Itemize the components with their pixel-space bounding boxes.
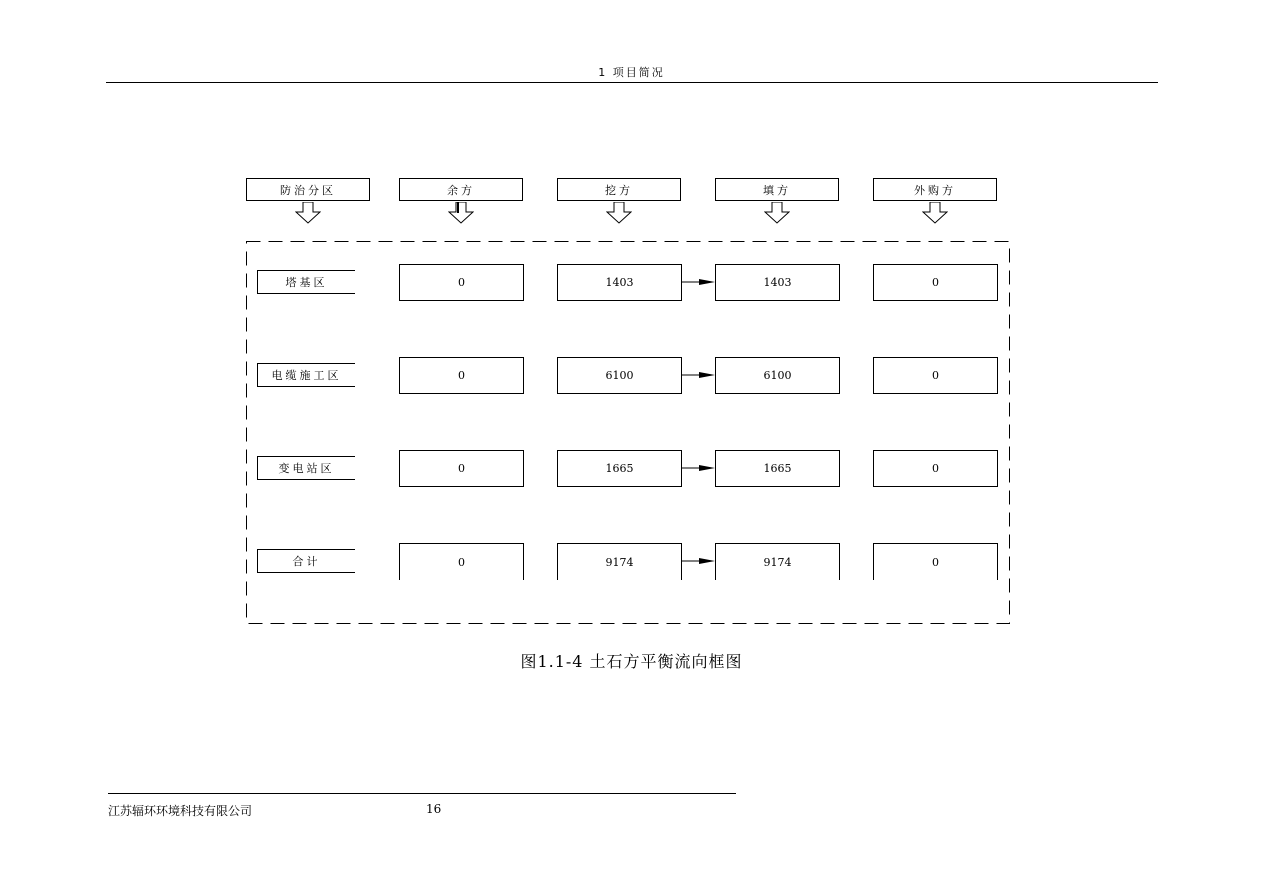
page-header-title: 1 项目简况: [598, 66, 665, 79]
down-arrow-icon: [295, 202, 321, 224]
page-number: 16: [426, 802, 442, 816]
cell-excavation-row-4: 9174: [557, 543, 682, 580]
row-label-substation: 变电站区: [257, 456, 355, 480]
column-header-surplus: 余方: [399, 178, 523, 201]
header-divider: [106, 82, 1158, 83]
cell-surplus-row-4: 0: [399, 543, 524, 580]
flow-arrow-icon: [681, 556, 715, 566]
column-header-fill: 填方: [715, 178, 839, 201]
column-header-purchased: 外购方: [873, 178, 997, 201]
cell-fill-row-1: 1403: [715, 264, 840, 301]
cell-purchased-row-2: 0: [873, 357, 998, 394]
row-label-cable-construction: 电缆施工区: [257, 363, 355, 387]
cell-surplus-row-1: 0: [399, 264, 524, 301]
row-label-tower-base: 塔基区: [257, 270, 355, 294]
flow-arrow-icon: [681, 370, 715, 380]
cell-excavation-row-2: 6100: [557, 357, 682, 394]
down-arrow-icon: [606, 202, 632, 224]
cell-purchased-row-1: 0: [873, 264, 998, 301]
down-arrow-icon: [764, 202, 790, 224]
figure-caption: 图1.1-4 土石方平衡流向框图: [520, 652, 743, 671]
flow-arrow-icon: [681, 277, 715, 287]
footer-divider: [108, 793, 736, 794]
cell-purchased-row-4: 0: [873, 543, 998, 580]
cell-purchased-row-3: 0: [873, 450, 998, 487]
cell-surplus-row-3: 0: [399, 450, 524, 487]
column-header-zone: 防治分区: [246, 178, 370, 201]
down-arrow-icon: [922, 202, 948, 224]
down-arrow-icon: [448, 202, 474, 224]
cell-excavation-row-3: 1665: [557, 450, 682, 487]
cell-fill-row-2: 6100: [715, 357, 840, 394]
row-label-total: 合计: [257, 549, 355, 573]
cell-fill-row-4: 9174: [715, 543, 840, 580]
column-header-excavation: 挖方: [557, 178, 681, 201]
footer-company-name: 江苏辐环环境科技有限公司: [108, 804, 253, 818]
flow-arrow-icon: [681, 463, 715, 473]
cell-excavation-row-1: 1403: [557, 264, 682, 301]
cell-surplus-row-2: 0: [399, 357, 524, 394]
cell-fill-row-3: 1665: [715, 450, 840, 487]
